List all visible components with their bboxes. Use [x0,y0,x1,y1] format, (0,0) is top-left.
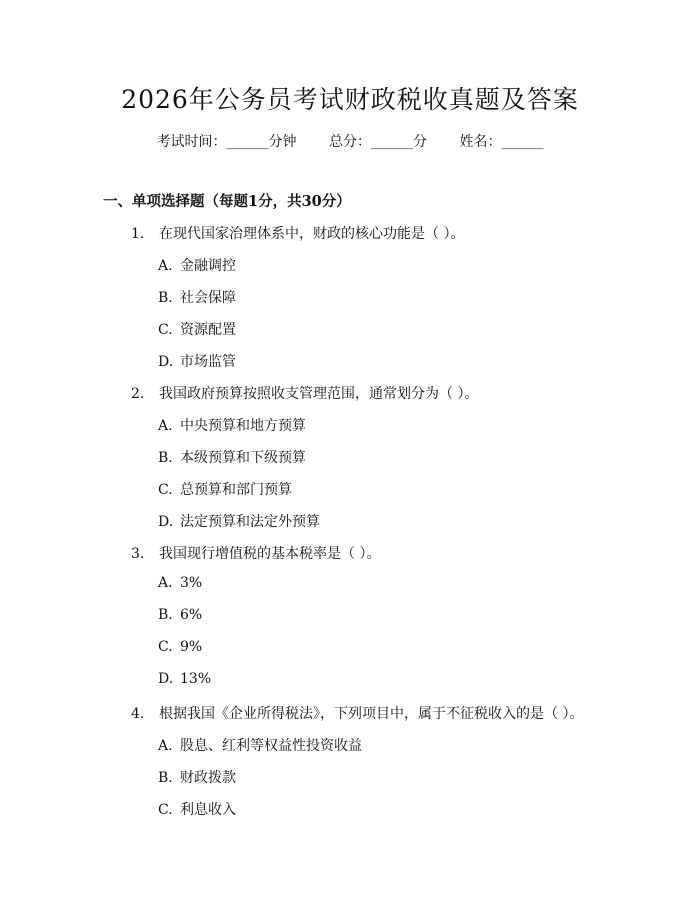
option-letter: C. [158,482,173,498]
option-text: 资源配置 [180,322,236,338]
question-number: 4. [131,706,145,722]
question-1-option-b [158,287,236,307]
option-text: 13% [180,671,212,687]
option-text: 金融调控 [180,258,236,274]
question-text: 在现代国家治理体系中，财政的核心功能是（ ）。 [159,226,465,242]
question-4-option-c [158,799,236,819]
option-letter: D. [158,671,174,687]
option-letter: B. [158,770,173,786]
exam-info-line [0,131,700,151]
option-letter: B. [158,450,173,466]
option-text: 利息收入 [180,802,236,818]
question-3 [131,543,380,563]
option-letter: C. [158,802,173,818]
option-text: 9% [180,639,203,655]
question-3-option-b [158,607,202,623]
question-4-option-b [158,767,236,787]
option-letter: A. [158,738,173,754]
question-2-option-b [158,447,306,467]
name-label: 姓名： [459,134,502,150]
question-1-option-a [158,255,236,275]
option-text: 市场监管 [180,354,236,370]
exam-time-field [157,131,297,151]
option-text: 股息、红利等权益性投资收益 [180,738,362,754]
name-blank: ______ [501,134,544,150]
question-number: 2. [131,386,145,402]
section-heading: 一、单项选择题（每题1分，共30分） [103,193,351,210]
question-2-option-a [158,415,306,435]
question-2-option-c [158,479,292,499]
option-letter: A. [158,418,173,434]
question-2-option-d [158,511,320,531]
option-letter: D. [158,514,174,530]
question-4 [131,703,583,723]
option-letter: D. [158,354,174,370]
total-score-blank: ______ [371,134,413,150]
option-text: 6% [180,607,203,623]
question-3-option-a [158,575,202,591]
question-number: 3. [131,546,145,562]
question-text: 我国政府预算按照收支管理范围，通常划分为（ ）。 [159,386,479,402]
exam-time-blank: ______ [226,134,269,150]
exam-time-unit: 分钟 [268,134,297,150]
total-score-unit: 分 [413,134,427,150]
option-letter: B. [158,290,173,306]
option-text: 法定预算和法定外预算 [180,514,320,530]
question-number: 1. [131,226,145,242]
exam-time-label: 考试时间： [156,134,227,150]
option-letter: A. [158,575,173,591]
option-text: 总预算和部门预算 [180,482,292,498]
question-2 [131,383,478,403]
option-text: 3% [180,575,203,591]
option-text: 本级预算和下级预算 [180,450,306,466]
question-text: 我国现行增值税的基本税率是（ ）。 [159,546,381,562]
question-1-option-c [158,319,236,339]
option-text: 财政拨款 [180,770,236,786]
question-3-option-d [158,671,211,687]
question-3-option-c [158,639,202,655]
question-text: 根据我国《企业所得税法》，下列项目中，属于不征税收入的是（ ）。 [159,706,584,722]
question-1 [131,223,464,243]
name-field [459,131,543,151]
option-letter: C. [158,639,173,655]
document-title: 2026年公务员考试财政税收真题及答案 [121,85,579,114]
total-score-field [329,131,427,151]
option-letter: A. [158,258,173,274]
option-text: 中央预算和地方预算 [180,418,306,434]
option-letter: B. [158,607,173,623]
question-4-option-a [158,735,362,755]
option-letter: C. [158,322,173,338]
option-text: 社会保障 [180,290,236,306]
total-score-label: 总分： [329,134,371,150]
question-1-option-d [158,351,236,371]
